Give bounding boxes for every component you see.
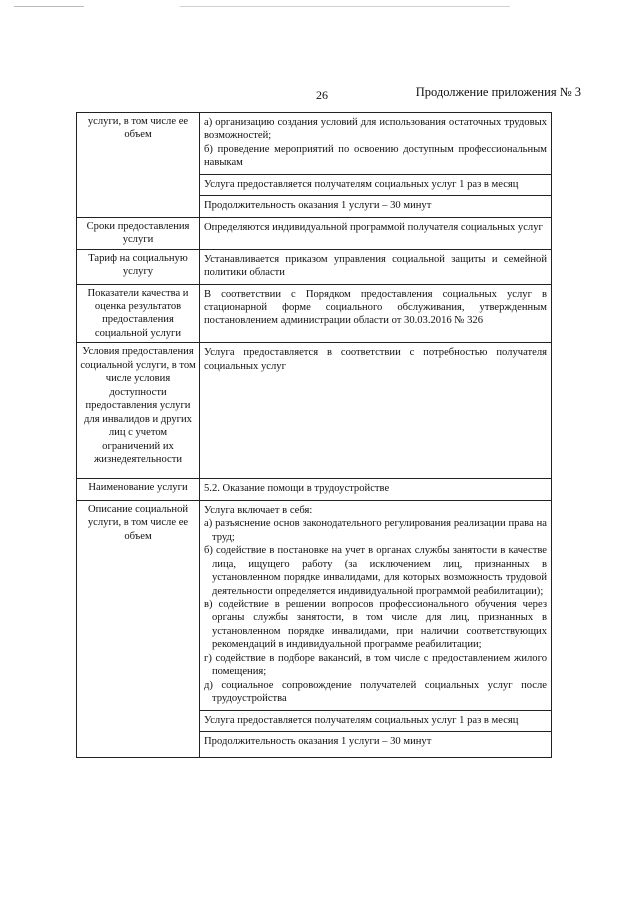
description-intro: Услуга включает в себя: <box>204 504 313 516</box>
row-label: Условия предоставления социальной услуги, в том числе условия доступности предоставления услуги для инвалидов и других лиц с учетом ограничений их жизнедеятельности <box>77 343 200 479</box>
service-description <box>200 501 551 710</box>
continuation-note: Продолжение приложения № 3 <box>415 85 581 99</box>
frequency-text: Услуга предоставляется получателям социальных услуг 1 раз в месяц <box>200 174 551 195</box>
row-value <box>200 217 552 249</box>
table-row <box>77 249 552 284</box>
service-name-text: 5.2. Оказание помощи в трудоустройстве <box>204 483 390 495</box>
duration-text: Продолжительность оказания 1 услуги – 30 минут <box>200 195 551 216</box>
list-item: а) разъяснение основ законодательного регулирования реализации права на труд; <box>204 518 547 543</box>
row-label: Наименование услуги <box>77 479 200 500</box>
table-row <box>77 217 552 249</box>
frequency-text: Услуга предоставляется получателям социальных услуг 1 раз в месяц <box>200 710 551 731</box>
list-item: д) социальное сопровождение получателей социальных услуг после трудоустройства <box>204 679 547 705</box>
row-value <box>200 113 552 218</box>
list-item: в) содействие в решении вопросов профессионального обучения через органы службы занятости, в том числе для лиц, признанных в установленном порядке инвалидами, при наличии соответствующих рекомендаций в индивидуальной программе реабилитации; <box>204 598 547 651</box>
row-label: Описание социальной услуги, в том числе ее объем <box>77 500 200 757</box>
row-value <box>200 284 552 343</box>
row-label: Тариф на социальную услугу <box>77 249 200 284</box>
row-value <box>200 343 552 479</box>
row-value <box>200 249 552 284</box>
page-number: 26 <box>316 88 328 102</box>
row-label: услуги, в том числе ее объем <box>77 113 200 218</box>
service-scope <box>200 113 551 174</box>
list-item: а) организацию создания условий для использования остаточных трудовых возможностей; <box>204 117 547 142</box>
quality-indicators-text: В соответствии с Порядком предоставления социальных услуг в стационарной форме социального обслуживания, утвержденным постановлением администрации области от 30.03.2016 № 326 <box>204 288 547 327</box>
scan-edge-line <box>180 6 510 7</box>
list-item: б) содействие в постановке на учет в органах службы занятости в качестве лица, ищущего работу (за исключением лиц, признанных в установленном порядке инвалидами, для которых возможность трудовой деятельности определяется индивидуальной программой реабилитации); <box>204 545 547 597</box>
table-row <box>77 284 552 343</box>
scan-edge-line <box>14 6 84 7</box>
row-value <box>200 500 552 757</box>
service-table <box>76 112 552 758</box>
row-label: Показатели качества и оценка результатов предоставления социальной услуги <box>77 284 200 343</box>
table-row <box>77 113 552 218</box>
table-row <box>77 500 552 757</box>
deadline-text: Определяются индивидуальной программой получателя социальных услуг <box>204 221 543 233</box>
list-item: б) проведение мероприятий по освоению доступным профессиональным навыкам <box>204 143 547 169</box>
table-row <box>77 479 552 500</box>
table-row <box>77 343 552 479</box>
list-item: г) содействие в подборе вакансий, в том числе с предоставлением жилого помещения; <box>204 652 547 678</box>
conditions-text: Услуга предоставляется в соответствии с потребностью получателя социальных услуг <box>204 347 547 372</box>
duration-text: Продолжительность оказания 1 услуги – 30 минут <box>200 731 551 756</box>
row-label: Сроки предоставления услуги <box>77 217 200 249</box>
tariff-text: Устанавливается приказом управления социальной защиты и семейной политики области <box>204 253 547 279</box>
row-value <box>200 479 552 500</box>
